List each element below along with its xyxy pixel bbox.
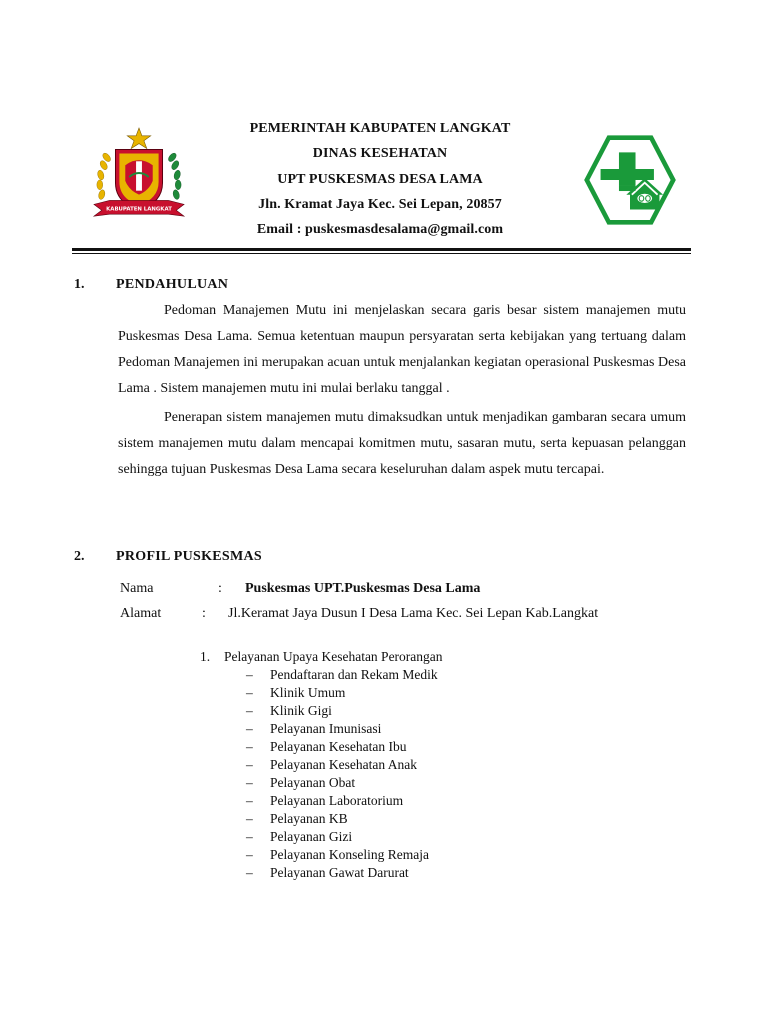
header-divider-thick [72,248,691,251]
header-address: Jln. Kramat Jaya Kec. Sei Lepan, 20857 [258,197,502,212]
alamat-colon: : [202,606,206,621]
list-item: – Pelayanan Obat [246,775,356,790]
section-1-title: PENDAHULUAN [116,277,229,292]
list-item: – Klinik Umum [246,685,346,700]
header-institution: UPT PUSKESMAS DESA LAMA [277,172,483,187]
list-item: – Pelayanan Laboratorium [246,793,404,808]
kabupaten-langkat-seal-icon [90,126,188,224]
list-item: – Pelayanan Gawat Darurat [246,865,409,880]
header-government: PEMERINTAH KABUPATEN LANGKAT [249,121,511,136]
section-2-title: PROFIL PUSKESMAS [116,549,262,564]
service-list-number: 1. [200,649,211,664]
header-divider-thin [72,253,691,254]
service-list-heading [200,649,443,665]
section-2-number: 2. [74,549,85,564]
section-1-paragraph-1: Pedoman Manajemen Mutu ini menjelaskan secara garis besar sistem manajemen mutu Puskesmas Desa Lama. Semua ketentuan maupun persyaratan serta kebijakan yang tertuang dalam Pedoman Manajemen ini merupakan acuan untuk menjalankan kegiatan operasional Puskesmas Desa Lama . Sistem manajemen mutu ini mulai berlaku tanggal . [118,303,686,396]
list-item: – Pelayanan Imunisasi [246,721,382,736]
list-item: – Pelayanan Kesehatan Ibu [246,739,407,754]
nama-value: Puskesmas UPT.Puskesmas Desa Lama [245,581,481,596]
nama-label: Nama [120,581,154,596]
list-item: – Pelayanan Gizi [246,829,353,844]
alamat-value: Jl.Keramat Jaya Dusun I Desa Lama Kec. Sei Lepan Kab.Langkat [228,606,599,621]
section-1-number: 1. [74,277,85,292]
header-department: DINAS KESEHATAN [312,146,448,161]
list-item: – Pelayanan Konseling Remaja [246,847,429,862]
section-1-paragraph-2: Penerapan sistem manajemen mutu dimaksudkan untuk menjadikan gambaran secara umum sistem manajemen mutu dalam mencapai komitmen mutu, sasaran mutu, serta kepuasan pelanggan sehingga tujuan Puskesmas Desa Lama secara keseluruhan dalam aspek mutu tercapai. [118,410,686,477]
puskesmas-logo-icon [583,134,677,226]
header-email: Email : puskesmasdesalama@gmail.com [256,222,504,237]
service-list-title: Pelayanan Upaya Kesehatan Perorangan [224,649,443,664]
service-sublist [246,666,438,882]
list-item: – Klinik Gigi [246,703,332,718]
list-item: – Pendaftaran dan Rekam Medik [246,667,438,682]
list-item: – Pelayanan Kesehatan Anak [246,757,417,772]
alamat-label: Alamat [120,606,162,621]
seal-ribbon-text: KABUPATEN LANGKAT [106,206,172,213]
nama-colon: : [218,581,222,596]
list-item: – Pelayanan KB [246,811,348,826]
